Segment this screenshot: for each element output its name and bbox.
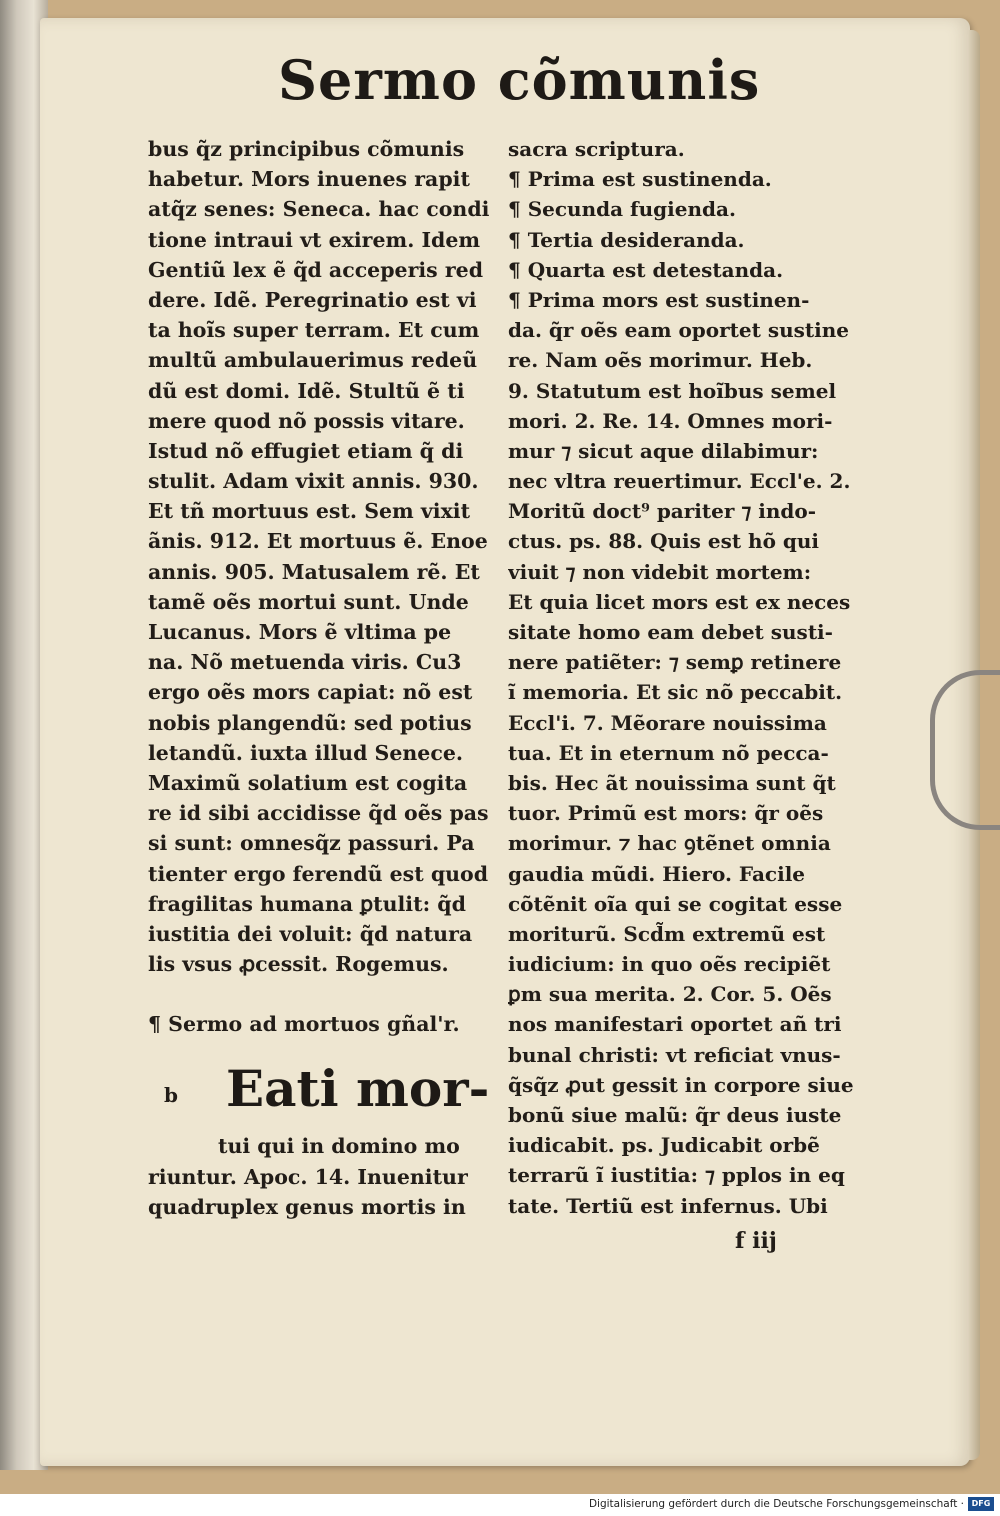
text-line: cõtẽnit oĩa qui se cogitat esse [508,891,843,916]
text-line: bis. Hec ãt nouissima sunt q̃t [508,770,836,795]
text-line: morimur. ⁊ hac ꝯtẽnet omnia [508,831,831,856]
text-line: nos manifestari oportet añ tri [508,1012,842,1037]
text-line: 9. Statutum est hoĩbus semel [508,378,837,403]
text-line: ¶ Quarta est detestanda. [508,257,784,282]
signature-mark: b [164,1083,178,1108]
text-line: ¶ Prima mors est sustinen- [508,287,810,312]
text-line: riuntur. Apoc. 14. Inuenitur [148,1164,468,1189]
text-line: re. Nam oẽs morimur. Heb. [508,348,813,373]
text-line: re id sibi accidisse q̃d oẽs pas [148,801,489,826]
text-line: ꝑm sua merita. 2. Cor. 5. Oẽs [508,982,832,1007]
left-column [148,134,508,1222]
text-line: q̃sq̃z ꝓut gessit in corpore siue [508,1072,854,1097]
text-line: tione intraui vt exirem. Idem [148,227,481,252]
funding-credit: Digitalisierung gefördert durch die Deutsche Forschungsgemeinschaft · [588,1498,964,1510]
section-heading: ¶ Sermo ad mortuos gñal'r. [148,1012,460,1037]
text-line: Et quia licet mors est ex neces [508,589,851,614]
book-clasp [930,670,1000,830]
text-line: letandũ. iuxta illud Senece. [148,740,463,765]
text-line: bus q̃z principibus cõmunis [148,137,465,161]
text-line: Gentiũ lex ẽ q̃d acceperis red [148,257,484,282]
text-line: ¶ Secunda fugienda. [508,197,736,222]
page-signature: f iij [735,1228,777,1254]
text-line: nec vltra reuertimur. Eccl'e. 2. [508,469,851,494]
text-line: bunal christi: vt reficiat vnus- [508,1042,841,1067]
text-line: moriturũ. Scd̃m extremũ est [508,921,826,946]
text-line: tamẽ oẽs mortui sunt. Unde [148,589,469,614]
text-line: ¶ Prima est sustinenda. [508,167,772,192]
text-line: tate. Tertiũ est infernus. Ubi [508,1193,828,1218]
text-line: ãnis. 912. Et mortuus ẽ. Enoe [148,529,488,554]
text-line: gaudia mũdi. Hiero. Facile [508,861,806,886]
text-line: nere patiẽter: ⁊ semꝑ retinere [508,650,842,675]
text-line: da. q̃r oẽs eam oportet sustine [508,318,849,343]
text-line: mur ⁊ sicut aque dilabimur: [508,438,819,463]
text-line: ctus. ps. 88. Quis est hõ qui [508,529,820,554]
text-line: si sunt: omnesq̃z passuri. Pa [148,831,475,856]
text-line: na. Nõ metuenda viris. Cu3 [148,650,462,675]
text-line: Moritũ doct⁹ pariter ⁊ indo- [508,499,817,524]
dfg-logo: DFG [968,1497,994,1511]
text-line: ergo oẽs mors capiat: nõ est [148,680,473,705]
text-line: Maximũ solatium est cogita [148,770,468,795]
text-line: lis vsus ꝓcessit. Rogemus. [148,952,449,977]
text-line: tuor. Primũ est mors: q̃r oẽs [508,801,824,826]
text-line: ¶ Tertia desideranda. [508,227,745,252]
text-line: tua. Et in eternum nõ pecca- [508,740,829,765]
text-line: fragilitas humana ꝑtulit: q̃d [148,891,466,916]
text-line: sacra scriptura. [508,137,685,161]
right-column [508,134,858,1221]
text-line: dere. Idẽ. Peregrinatio est vi [148,287,477,312]
text-line: habetur. Mors inuenes rapit [148,167,470,192]
running-header: Sermo cõmunis [278,48,761,112]
right-column-text [508,134,858,1221]
text-line: Et tñ mortuus est. Sem vixit [148,499,471,524]
sermon-opening [148,1053,508,1131]
text-line: atq̃z senes: Seneca. hac condi [148,197,490,222]
text-line: iudicium: in quo oẽs recipiẽt [508,952,831,977]
text-line: dũ est domi. Idẽ. Stultũ ẽ ti [148,378,465,403]
text-line: annis. 905. Matusalem rẽ. Et [148,559,480,584]
text-line: viuit ⁊ non videbit mortem: [508,559,812,584]
text-line: iustitia dei voluit: q̃d natura [148,921,473,946]
text-line: stulit. Adam vixit annis. 930. [148,469,479,494]
text-line: ta hoĩs super terram. Et cum [148,318,480,343]
text-line: ĩ memoria. Et sic nõ peccabit. [508,680,843,705]
initial-word: Eati mor- [226,1059,490,1119]
left-column-text [148,134,508,979]
text-line: multũ ambulauerimus redeũ [148,348,478,373]
text-line: nobis plangendũ: sed potius [148,710,472,735]
text-line: mere quod nõ possis vitare. [148,408,465,433]
text-line: Eccl'i. 7. Mẽorare nouissima [508,710,827,735]
text-line: quadruplex genus mortis in [148,1194,466,1219]
text-line: Lucanus. Mors ẽ vltima pe [148,620,452,644]
text-line: tienter ergo ferendũ est quod [148,861,489,886]
text-line: bonũ siue malũ: q̃r deus iuste [508,1103,842,1127]
text-line: Istud nõ effugiet etiam q̃ di [148,438,464,463]
left-column-continuation [148,1131,508,1222]
text-line: terrarũ ĩ iustitia: ⁊ pplos in eq [508,1163,845,1188]
text-line: mori. 2. Re. 14. Omnes mori- [508,408,833,433]
text-line: iudicabit. ps. Judicabit orbẽ [508,1133,820,1158]
text-line: sitate homo eam debet susti- [508,620,833,644]
text-line: tui qui in domino mo [218,1134,460,1159]
footer-bar [0,1494,1000,1516]
